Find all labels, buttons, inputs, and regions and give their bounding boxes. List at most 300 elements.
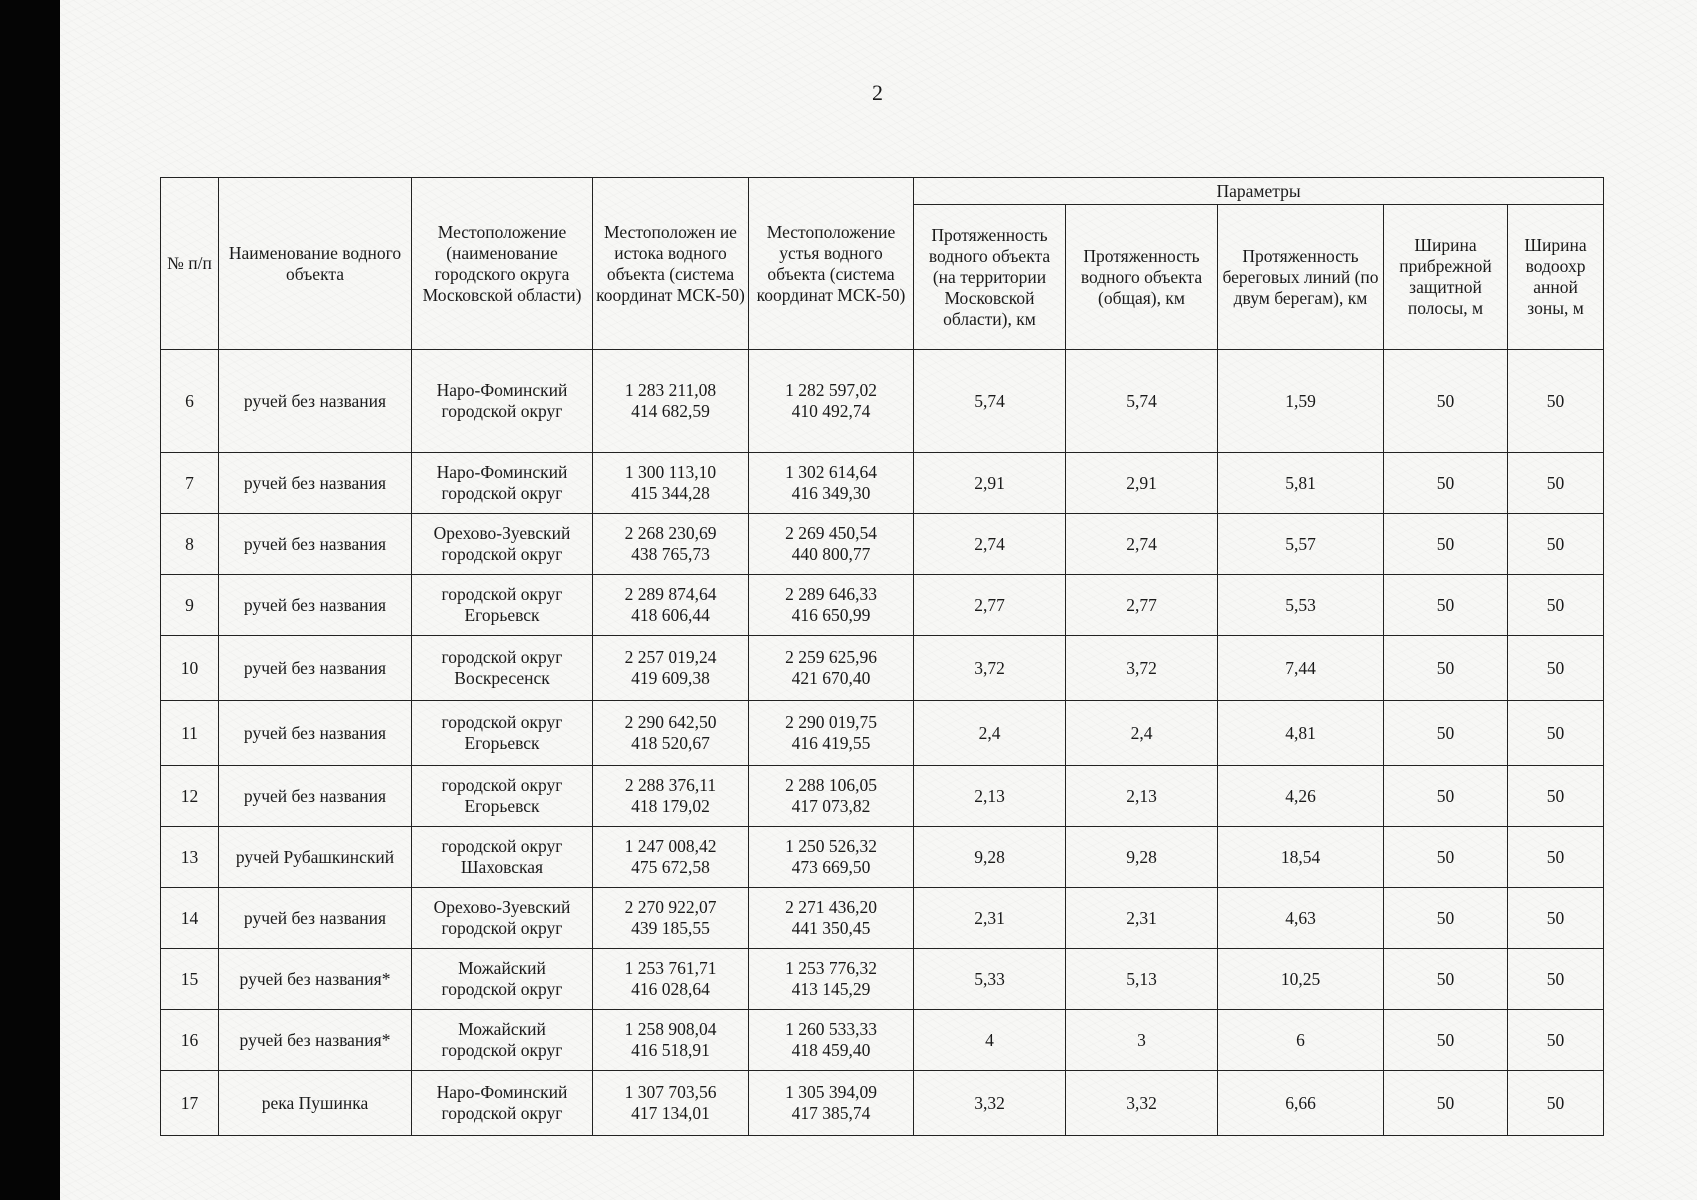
cell-shore-text: 7,44 xyxy=(1285,657,1316,678)
cell-shore-text: 5,53 xyxy=(1285,594,1316,615)
cell-source-coords-text: 415 344,28 xyxy=(631,483,710,503)
table-row xyxy=(161,514,1604,575)
cell-len-total xyxy=(1066,1010,1218,1071)
cell-shore-text: 1,59 xyxy=(1285,390,1316,411)
cell-name xyxy=(219,1071,412,1136)
table-row xyxy=(161,1010,1604,1071)
cell-source-coords xyxy=(593,827,749,888)
cell-coastal-strip xyxy=(1384,453,1508,514)
cell-coastal-strip-text: 50 xyxy=(1436,1029,1455,1050)
cell-shore-text: 10,25 xyxy=(1280,968,1321,989)
cell-coastal-strip xyxy=(1384,514,1508,575)
cell-shore xyxy=(1218,1010,1384,1071)
cell-mouth-coords xyxy=(749,949,914,1010)
cell-name-text: ручей без названия xyxy=(243,390,387,411)
cell-name-text: ручей без названия xyxy=(243,785,387,806)
cell-source-coords-text: 2 290 642,50 xyxy=(624,712,717,732)
cell-num xyxy=(161,949,219,1010)
cell-coastal-strip-text: 50 xyxy=(1436,785,1455,806)
cell-mouth-coords xyxy=(749,575,914,636)
table-row xyxy=(161,827,1604,888)
table-row xyxy=(161,1071,1604,1136)
cell-location xyxy=(412,636,593,701)
cell-num xyxy=(161,636,219,701)
cell-location-text: Наро-Фоминский xyxy=(436,380,568,400)
cell-source-coords-text: 2 288 376,11 xyxy=(624,775,717,795)
cell-mouth-coords-text: 440 800,77 xyxy=(791,544,871,564)
header-params: Параметры xyxy=(914,178,1604,205)
cell-location-text: городской округ xyxy=(441,712,563,732)
cell-len-total xyxy=(1066,453,1218,514)
cell-mouth-coords-text: 416 650,99 xyxy=(791,605,871,625)
cell-len-total xyxy=(1066,949,1218,1010)
cell-mouth-coords-text: 2 259 625,96 xyxy=(785,647,877,667)
cell-len-total-text: 2,13 xyxy=(1126,785,1157,806)
cell-len-total-text: 3,72 xyxy=(1126,657,1157,678)
cell-mouth-coords xyxy=(749,514,914,575)
cell-coastal-strip xyxy=(1384,1010,1508,1071)
cell-shore-text: 4,81 xyxy=(1285,722,1316,743)
cell-source-coords-text: 1 253 761,71 xyxy=(624,958,717,978)
cell-shore-text: 4,63 xyxy=(1285,907,1316,928)
header-name: Наименование водного объекта xyxy=(219,178,412,350)
cell-water-zone xyxy=(1508,636,1604,701)
table-row xyxy=(161,350,1604,453)
cell-location-text: Орехово-Зуевский xyxy=(433,523,571,543)
cell-coastal-strip xyxy=(1384,949,1508,1010)
cell-name xyxy=(219,701,412,766)
cell-name xyxy=(219,949,412,1010)
cell-source-coords-text: 1 307 703,56 xyxy=(624,1082,717,1102)
cell-num xyxy=(161,453,219,514)
cell-source-coords-text: 439 185,55 xyxy=(631,918,710,938)
cell-shore xyxy=(1218,766,1384,827)
cell-len-region-text: 2,31 xyxy=(974,907,1005,928)
cell-len-region-text: 2,74 xyxy=(974,533,1005,554)
cell-num-text: 10 xyxy=(180,657,199,678)
cell-location-text: Можайский xyxy=(458,958,546,978)
cell-num-text: 16 xyxy=(180,1029,199,1050)
cell-num xyxy=(161,766,219,827)
cell-source-coords-text: 2 270 922,07 xyxy=(624,897,717,917)
cell-source-coords-text: 418 606,44 xyxy=(631,605,710,625)
cell-location xyxy=(412,350,593,453)
cell-water-zone-text: 50 xyxy=(1546,390,1565,411)
cell-len-total-text: 5,13 xyxy=(1126,968,1157,989)
cell-len-total xyxy=(1066,701,1218,766)
header-num: № п/п xyxy=(161,178,219,350)
cell-shore-text: 6,66 xyxy=(1285,1092,1316,1113)
cell-num-text: 13 xyxy=(180,846,199,867)
cell-coastal-strip-text: 50 xyxy=(1436,594,1455,615)
cell-len-region xyxy=(914,1071,1066,1136)
cell-location xyxy=(412,575,593,636)
cell-mouth-coords-text: 1 253 776,32 xyxy=(785,958,877,978)
cell-num-text: 17 xyxy=(180,1092,199,1113)
cell-mouth-coords-text: 2 271 436,20 xyxy=(785,897,877,917)
cell-location-text: городской округ xyxy=(441,544,563,564)
cell-len-region-text: 2,91 xyxy=(974,472,1005,493)
header-location: Местоположение (наименование городского округа Московской области) xyxy=(412,178,593,350)
cell-water-zone xyxy=(1508,350,1604,453)
cell-source-coords-text: 1 300 113,10 xyxy=(624,462,717,482)
cell-water-zone xyxy=(1508,514,1604,575)
cell-location xyxy=(412,1010,593,1071)
cell-mouth-coords-text: 2 269 450,54 xyxy=(785,523,877,543)
header-len-total: Протяженность водного объекта (общая), км xyxy=(1066,205,1218,350)
cell-location xyxy=(412,514,593,575)
cell-water-zone xyxy=(1508,766,1604,827)
cell-location-text: городской округ xyxy=(441,1103,563,1123)
cell-mouth-coords xyxy=(749,636,914,701)
cell-shore xyxy=(1218,1071,1384,1136)
cell-mouth-coords-text: 1 260 533,33 xyxy=(785,1019,877,1039)
cell-location xyxy=(412,1071,593,1136)
table-row xyxy=(161,888,1604,949)
cell-shore-text: 5,81 xyxy=(1285,472,1316,493)
table-row xyxy=(161,949,1604,1010)
cell-num xyxy=(161,514,219,575)
cell-water-zone-text: 50 xyxy=(1546,657,1565,678)
cell-source-coords-text: 475 672,58 xyxy=(631,857,710,877)
cell-location-text: городской округ xyxy=(441,979,563,999)
cell-num-text: 12 xyxy=(180,785,199,806)
cell-name xyxy=(219,514,412,575)
cell-len-region xyxy=(914,888,1066,949)
cell-source-coords-text: 2 268 230,69 xyxy=(624,523,717,543)
cell-location xyxy=(412,888,593,949)
cell-location-text: городской округ xyxy=(441,836,563,856)
cell-shore-text: 18,54 xyxy=(1280,846,1321,867)
cell-name-text: ручей без названия* xyxy=(239,968,391,989)
table-row xyxy=(161,453,1604,514)
cell-mouth-coords-text: 417 073,82 xyxy=(791,796,871,816)
cell-num-text: 14 xyxy=(180,907,199,928)
cell-coastal-strip xyxy=(1384,701,1508,766)
cell-name-text: ручей без названия xyxy=(243,594,387,615)
cell-source-coords xyxy=(593,701,749,766)
cell-mouth-coords-text: 1 302 614,64 xyxy=(785,462,877,482)
cell-num xyxy=(161,701,219,766)
cell-water-zone xyxy=(1508,1071,1604,1136)
cell-mouth-coords-text: 2 290 019,75 xyxy=(785,712,877,732)
cell-name xyxy=(219,827,412,888)
cell-source-coords-text: 417 134,01 xyxy=(631,1103,710,1123)
cell-num xyxy=(161,575,219,636)
cell-len-total-text: 2,31 xyxy=(1126,907,1157,928)
cell-mouth-coords-text: 416 419,55 xyxy=(791,733,871,753)
cell-len-region xyxy=(914,766,1066,827)
cell-water-zone-text: 50 xyxy=(1546,722,1565,743)
cell-source-coords-text: 419 609,38 xyxy=(631,668,710,688)
cell-water-zone-text: 50 xyxy=(1546,785,1565,806)
cell-source-coords-text: 1 247 008,42 xyxy=(624,836,717,856)
cell-num xyxy=(161,350,219,453)
cell-len-total-text: 3 xyxy=(1137,1029,1146,1050)
cell-coastal-strip xyxy=(1384,575,1508,636)
cell-location-text: городской округ xyxy=(441,918,563,938)
cell-water-zone-text: 50 xyxy=(1546,533,1565,554)
cell-location-text: Орехово-Зуевский xyxy=(433,897,571,917)
cell-location-text: Егорьевск xyxy=(464,605,540,625)
cell-coastal-strip-text: 50 xyxy=(1436,657,1455,678)
cell-len-total-text: 2,91 xyxy=(1126,472,1157,493)
cell-source-coords-text: 1 258 908,04 xyxy=(624,1019,717,1039)
cell-len-total xyxy=(1066,514,1218,575)
cell-len-region-text: 2,77 xyxy=(974,594,1005,615)
cell-source-coords xyxy=(593,453,749,514)
cell-mouth-coords-text: 2 289 646,33 xyxy=(785,584,877,604)
cell-coastal-strip-text: 50 xyxy=(1436,390,1455,411)
cell-len-total xyxy=(1066,350,1218,453)
cell-name xyxy=(219,575,412,636)
cell-len-region-text: 4 xyxy=(985,1029,994,1050)
cell-water-zone xyxy=(1508,949,1604,1010)
cell-location-text: городской округ xyxy=(441,584,563,604)
cell-source-coords-text: 414 682,59 xyxy=(631,401,710,421)
table-body xyxy=(161,350,1604,1136)
page-number: 2 xyxy=(872,80,883,105)
cell-mouth-coords xyxy=(749,701,914,766)
cell-name xyxy=(219,1010,412,1071)
cell-location-text: Воскресенск xyxy=(454,668,550,688)
cell-len-region-text: 3,32 xyxy=(974,1092,1005,1113)
cell-len-region-text: 5,74 xyxy=(974,390,1005,411)
header-mouth: Местоположение устья водного объекта (система координат МСК-50) xyxy=(749,178,914,350)
cell-source-coords-text: 438 765,73 xyxy=(631,544,710,564)
cell-source-coords xyxy=(593,514,749,575)
cell-num-text: 11 xyxy=(181,722,198,743)
cell-coastal-strip-text: 50 xyxy=(1436,722,1455,743)
cell-shore xyxy=(1218,514,1384,575)
cell-shore xyxy=(1218,350,1384,453)
water-objects-table xyxy=(160,177,1604,1136)
cell-coastal-strip xyxy=(1384,1071,1508,1136)
cell-coastal-strip xyxy=(1384,636,1508,701)
cell-name xyxy=(219,766,412,827)
cell-shore xyxy=(1218,636,1384,701)
cell-len-region-text: 9,28 xyxy=(974,846,1005,867)
cell-mouth-coords-text: 410 492,74 xyxy=(791,401,871,421)
cell-location xyxy=(412,701,593,766)
cell-source-coords-text: 416 028,64 xyxy=(631,979,710,999)
cell-location xyxy=(412,453,593,514)
cell-len-total-text: 2,77 xyxy=(1126,594,1157,615)
cell-source-coords-text: 1 283 211,08 xyxy=(624,380,717,400)
cell-shore-text: 5,57 xyxy=(1285,533,1316,554)
cell-mouth-coords-text: 473 669,50 xyxy=(791,857,871,877)
cell-location-text: Можайский xyxy=(458,1019,546,1039)
cell-num xyxy=(161,888,219,949)
cell-len-total-text: 3,32 xyxy=(1126,1092,1157,1113)
cell-source-coords-text: 418 179,02 xyxy=(631,796,710,816)
cell-name-text: ручей без названия xyxy=(243,657,387,678)
cell-mouth-coords xyxy=(749,1010,914,1071)
cell-shore-text: 6 xyxy=(1296,1029,1305,1050)
cell-source-coords xyxy=(593,949,749,1010)
cell-name-text: река Пушинка xyxy=(261,1092,369,1113)
cell-shore-text: 4,26 xyxy=(1285,785,1316,806)
cell-len-total xyxy=(1066,636,1218,701)
cell-len-total-text: 2,74 xyxy=(1126,533,1157,554)
cell-mouth-coords-text: 441 350,45 xyxy=(791,918,871,938)
cell-source-coords xyxy=(593,1010,749,1071)
cell-location xyxy=(412,827,593,888)
cell-coastal-strip-text: 50 xyxy=(1436,846,1455,867)
cell-coastal-strip xyxy=(1384,350,1508,453)
cell-water-zone-text: 50 xyxy=(1546,846,1565,867)
cell-source-coords-text: 418 520,67 xyxy=(631,733,710,753)
cell-source-coords-text: 2 289 874,64 xyxy=(624,584,717,604)
cell-location-text: Наро-Фоминский xyxy=(436,1082,568,1102)
cell-len-region xyxy=(914,701,1066,766)
cell-source-coords xyxy=(593,766,749,827)
cell-location-text: Наро-Фоминский xyxy=(436,462,568,482)
cell-mouth-coords xyxy=(749,1071,914,1136)
cell-len-total-text: 2,4 xyxy=(1130,722,1153,743)
cell-coastal-strip xyxy=(1384,888,1508,949)
header-len-region: Протяженность водного объекта (на территории Московской области), км xyxy=(914,205,1066,350)
table-row xyxy=(161,701,1604,766)
cell-source-coords xyxy=(593,888,749,949)
cell-num-text: 15 xyxy=(180,968,199,989)
cell-location-text: городской округ xyxy=(441,401,563,421)
cell-water-zone-text: 50 xyxy=(1546,968,1565,989)
cell-num xyxy=(161,827,219,888)
cell-source-coords xyxy=(593,636,749,701)
cell-water-zone xyxy=(1508,701,1604,766)
cell-len-total xyxy=(1066,827,1218,888)
cell-mouth-coords-text: 1 282 597,02 xyxy=(785,380,877,400)
cell-water-zone xyxy=(1508,1010,1604,1071)
cell-len-region-text: 2,13 xyxy=(974,785,1005,806)
cell-len-total xyxy=(1066,1071,1218,1136)
cell-len-region xyxy=(914,636,1066,701)
header-source: Местоположен ие истока водного объекта (система координат МСК-50) xyxy=(593,178,749,350)
cell-num-text: 6 xyxy=(185,390,194,411)
cell-shore xyxy=(1218,888,1384,949)
cell-source-coords-text: 416 518,91 xyxy=(631,1040,710,1060)
cell-location-text: городской округ xyxy=(441,775,563,795)
cell-location-text: городской округ xyxy=(441,647,563,667)
cell-num xyxy=(161,1071,219,1136)
header-water-zone: Ширина водоохр анной зоны, м xyxy=(1508,205,1604,350)
cell-mouth-coords xyxy=(749,350,914,453)
cell-water-zone-text: 50 xyxy=(1546,594,1565,615)
cell-mouth-coords xyxy=(749,453,914,514)
cell-water-zone-text: 50 xyxy=(1546,1092,1565,1113)
cell-mouth-coords xyxy=(749,766,914,827)
cell-len-total xyxy=(1066,766,1218,827)
cell-len-region xyxy=(914,827,1066,888)
cell-name-text: ручей Рубашкинский xyxy=(235,846,395,867)
cell-mouth-coords-text: 418 459,40 xyxy=(791,1040,871,1060)
cell-location xyxy=(412,949,593,1010)
table-row xyxy=(161,766,1604,827)
cell-mouth-coords xyxy=(749,827,914,888)
cell-coastal-strip xyxy=(1384,827,1508,888)
cell-len-total-text: 9,28 xyxy=(1126,846,1157,867)
cell-mouth-coords-text: 1 250 526,32 xyxy=(785,836,877,856)
cell-location-text: городской округ xyxy=(441,483,563,503)
cell-coastal-strip-text: 50 xyxy=(1436,472,1455,493)
cell-location-text: Шаховская xyxy=(460,857,544,877)
cell-shore xyxy=(1218,827,1384,888)
cell-mouth-coords xyxy=(749,888,914,949)
cell-num xyxy=(161,1010,219,1071)
cell-len-total-text: 5,74 xyxy=(1126,390,1157,411)
cell-len-region-text: 2,4 xyxy=(978,722,1001,743)
cell-coastal-strip-text: 50 xyxy=(1436,1092,1455,1113)
cell-water-zone xyxy=(1508,453,1604,514)
cell-len-region xyxy=(914,514,1066,575)
cell-len-total xyxy=(1066,888,1218,949)
cell-name xyxy=(219,888,412,949)
cell-source-coords xyxy=(593,575,749,636)
cell-name-text: ручей без названия xyxy=(243,533,387,554)
cell-name-text: ручей без названия xyxy=(243,907,387,928)
cell-source-coords-text: 2 257 019,24 xyxy=(624,647,717,667)
cell-mouth-coords-text: 1 305 394,09 xyxy=(785,1082,877,1102)
cell-shore xyxy=(1218,575,1384,636)
cell-source-coords xyxy=(593,1071,749,1136)
cell-mouth-coords-text: 413 145,29 xyxy=(791,979,871,999)
cell-mouth-coords-text: 2 288 106,05 xyxy=(785,775,877,795)
table-row xyxy=(161,636,1604,701)
cell-water-zone xyxy=(1508,575,1604,636)
cell-len-region xyxy=(914,949,1066,1010)
cell-len-region-text: 3,72 xyxy=(974,657,1005,678)
cell-coastal-strip xyxy=(1384,766,1508,827)
cell-water-zone-text: 50 xyxy=(1546,472,1565,493)
cell-len-region xyxy=(914,1010,1066,1071)
cell-source-coords xyxy=(593,350,749,453)
cell-num-text: 9 xyxy=(185,594,194,615)
cell-shore xyxy=(1218,701,1384,766)
cell-len-region xyxy=(914,350,1066,453)
cell-name-text: ручей без названия* xyxy=(239,1029,391,1050)
cell-len-region-text: 5,33 xyxy=(974,968,1005,989)
cell-num-text: 8 xyxy=(185,533,194,554)
cell-coastal-strip-text: 50 xyxy=(1436,907,1455,928)
cell-location-text: городской округ xyxy=(441,1040,563,1060)
cell-water-zone xyxy=(1508,888,1604,949)
cell-water-zone xyxy=(1508,827,1604,888)
cell-len-total xyxy=(1066,575,1218,636)
cell-coastal-strip-text: 50 xyxy=(1436,533,1455,554)
cell-shore xyxy=(1218,949,1384,1010)
cell-mouth-coords-text: 417 385,74 xyxy=(791,1103,871,1123)
cell-len-region xyxy=(914,575,1066,636)
cell-location xyxy=(412,766,593,827)
cell-len-region xyxy=(914,453,1066,514)
scan-dark-edge xyxy=(0,0,60,1200)
cell-coastal-strip-text: 50 xyxy=(1436,968,1455,989)
cell-mouth-coords-text: 416 349,30 xyxy=(791,483,871,503)
cell-name xyxy=(219,350,412,453)
cell-water-zone-text: 50 xyxy=(1546,907,1565,928)
header-coastal-strip: Ширина прибрежной защитной полосы, м xyxy=(1384,205,1508,350)
cell-mouth-coords-text: 421 670,40 xyxy=(791,668,871,688)
header-shore: Протяженность береговых линий (по двум берегам), км xyxy=(1218,205,1384,350)
cell-name-text: ручей без названия xyxy=(243,722,387,743)
cell-shore xyxy=(1218,453,1384,514)
table-row xyxy=(161,575,1604,636)
cell-name xyxy=(219,636,412,701)
cell-num-text: 7 xyxy=(185,472,194,493)
cell-name xyxy=(219,453,412,514)
cell-name-text: ручей без названия xyxy=(243,472,387,493)
